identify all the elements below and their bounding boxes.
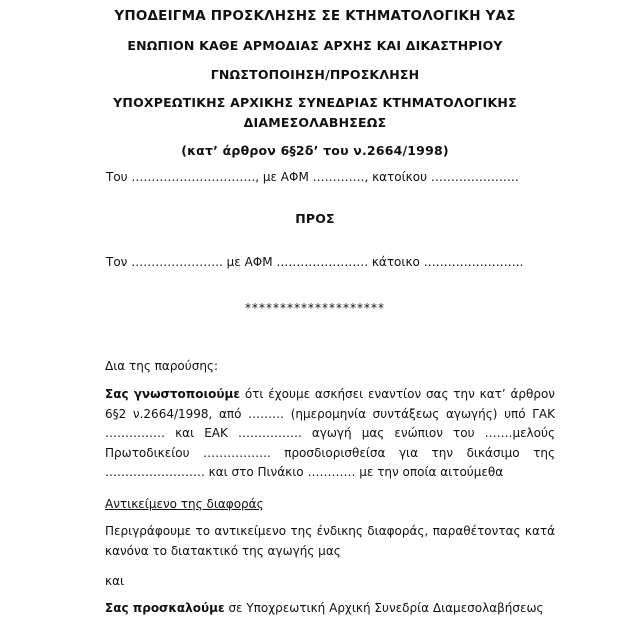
heading-session: ΥΠΟΧΡΕΩΤΙΚΗΣ ΑΡΧΙΚΗΣ ΣΥΝΕΔΡΙΑΣ ΚΤΗΜΑΤΟΛΟΓΙΚΗΣ	[113, 95, 517, 110]
heading-authority: ΕΝΩΠΙΟΝ ΚΑΘΕ ΑΡΜΟΔΙΑΣ ΑΡΧΗΣ ΚΑΙ ΔΙΚΑΣΤΗΡΙΟΥ	[127, 38, 503, 53]
heading-notice: ΓΝΩΣΤΟΠΟΙΗΣΗ/ΠΡΟΣΚΛΗΣΗ	[210, 67, 420, 82]
invitation-paragraph	[105, 599, 555, 619]
document-title: ΥΠΟΔΕΙΓΜΑ ΠΡΟΣΚΛΗΣΗΣ ΣΕ ΚΤΗΜΑΤΟΛΟΓΙΚΗ ΥΑΣ	[114, 8, 516, 24]
notification-bold: Σας γνωστοποιούμε	[105, 387, 241, 401]
separator-stars: ********************	[245, 301, 385, 315]
heading-legal-reference: (κατ’ άρθρον 6§2δ’ του ν.2664/1998)	[181, 143, 449, 158]
invitation-bold: Σας προσκαλούμε	[105, 601, 225, 615]
subject-heading: Αντικείμενο της διαφοράς	[105, 497, 264, 511]
heading-mediation: ΔΙΑΜΕΣΟΛΑΒΗΣΕΩΣ	[243, 115, 387, 130]
invitation-text: σε Υποχρεωτική Αρχική Συνεδρία Διαμεσολαβήσεως	[224, 601, 544, 615]
intro-text: Δια της παρούσης:	[105, 359, 219, 373]
notification-paragraph	[105, 385, 555, 483]
and-text: και	[105, 574, 125, 588]
notification-text: ότι έχουμε ασκήσει εναντίον σας την κατ’ άρθρον 6§2 ν.2664/1998, από ……… (ημερομηνία συντάξεως αγωγής) υπό ΓΑΚ …………… και ΕΑΚ ……………. αγωγή μας ενώπιον του …….μελούς Πρωτοδικείου …………….. προσδιορισθείσα για την δικάσιμο της ……………………. και στο Πινάκιο ………… με την οποία αιτούμεθα	[105, 387, 555, 479]
subject-paragraph: Περιγράφουμε το αντικείμενο της ένδικης διαφοράς, παραθέτοντας κατά κανόνα το διατακτικό της αγωγής μας	[105, 524, 555, 558]
recipient-line: Τον ………………….. με ΑΦΜ ………………….. κάτοικο …………………….	[106, 255, 524, 269]
sender-line: Του …………………………., με ΑΦΜ …………., κατοίκου ………………….	[106, 170, 519, 184]
pros-heading: ΠΡΟΣ	[295, 211, 335, 226]
